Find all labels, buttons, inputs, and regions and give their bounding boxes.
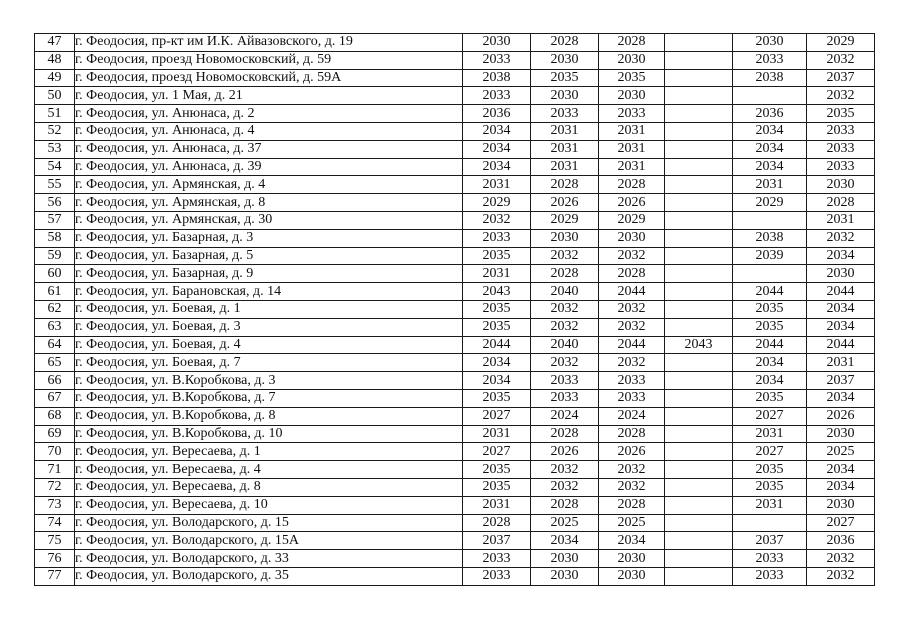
address-cell: г. Феодосия, ул. Армянская, д. 8 — [75, 194, 463, 212]
year-cell-2: 2030 — [531, 51, 599, 69]
year-cell-6: 2032 — [807, 87, 875, 105]
year-cell-3: 2034 — [599, 532, 665, 550]
year-cell-3: 2028 — [599, 265, 665, 283]
address-cell: г. Феодосия, ул. Володарского, д. 33 — [75, 550, 463, 568]
row-number-cell: 55 — [35, 176, 75, 194]
year-cell-4 — [665, 425, 733, 443]
year-cell-5: 2034 — [733, 158, 807, 176]
table-row — [35, 496, 875, 514]
year-cell-5: 2039 — [733, 247, 807, 265]
year-cell-4 — [665, 211, 733, 229]
table-row — [35, 514, 875, 532]
table-row — [35, 478, 875, 496]
year-cell-4 — [665, 247, 733, 265]
year-cell-3: 2032 — [599, 247, 665, 265]
year-cell-3: 2028 — [599, 496, 665, 514]
table-row — [35, 122, 875, 140]
year-cell-2: 2028 — [531, 176, 599, 194]
table-row — [35, 140, 875, 158]
year-cell-2: 2024 — [531, 407, 599, 425]
row-number-cell: 70 — [35, 443, 75, 461]
year-cell-2: 2028 — [531, 265, 599, 283]
year-cell-1: 2038 — [463, 69, 531, 87]
year-cell-2: 2030 — [531, 550, 599, 568]
year-cell-2: 2026 — [531, 443, 599, 461]
year-cell-5: 2031 — [733, 425, 807, 443]
year-cell-2: 2026 — [531, 194, 599, 212]
year-cell-4 — [665, 158, 733, 176]
year-cell-5: 2027 — [733, 443, 807, 461]
year-cell-6: 2034 — [807, 389, 875, 407]
year-cell-1: 2035 — [463, 478, 531, 496]
year-cell-5: 2031 — [733, 176, 807, 194]
year-cell-1: 2029 — [463, 194, 531, 212]
year-cell-4 — [665, 69, 733, 87]
address-cell: г. Феодосия, ул. В.Коробкова, д. 7 — [75, 389, 463, 407]
year-cell-5: 2035 — [733, 389, 807, 407]
year-cell-1: 2027 — [463, 443, 531, 461]
table-row — [35, 265, 875, 283]
year-cell-6: 2036 — [807, 532, 875, 550]
address-cell: г. Феодосия, ул. Володарского, д. 15 — [75, 514, 463, 532]
year-cell-3: 2030 — [599, 229, 665, 247]
year-cell-6: 2033 — [807, 140, 875, 158]
table-row — [35, 389, 875, 407]
row-number-cell: 67 — [35, 389, 75, 407]
year-cell-3: 2028 — [599, 34, 665, 52]
row-number-cell: 68 — [35, 407, 75, 425]
year-cell-1: 2030 — [463, 34, 531, 52]
year-cell-2: 2040 — [531, 336, 599, 354]
year-cell-4 — [665, 318, 733, 336]
year-cell-1: 2032 — [463, 211, 531, 229]
year-cell-5: 2035 — [733, 461, 807, 479]
table-row — [35, 87, 875, 105]
year-cell-6: 2030 — [807, 176, 875, 194]
row-number-cell: 61 — [35, 283, 75, 301]
row-number-cell: 58 — [35, 229, 75, 247]
address-cell: г. Феодосия, ул. Армянская, д. 4 — [75, 176, 463, 194]
year-cell-5: 2035 — [733, 300, 807, 318]
row-number-cell: 72 — [35, 478, 75, 496]
year-cell-5 — [733, 211, 807, 229]
year-cell-6: 2032 — [807, 51, 875, 69]
year-cell-1: 2037 — [463, 532, 531, 550]
year-cell-6: 2034 — [807, 461, 875, 479]
year-cell-1: 2027 — [463, 407, 531, 425]
year-cell-6: 2037 — [807, 69, 875, 87]
row-number-cell: 74 — [35, 514, 75, 532]
year-cell-1: 2031 — [463, 176, 531, 194]
year-cell-5: 2031 — [733, 496, 807, 514]
row-number-cell: 54 — [35, 158, 75, 176]
address-cell: г. Феодосия, ул. Вересаева, д. 8 — [75, 478, 463, 496]
table-row — [35, 407, 875, 425]
year-cell-5: 2034 — [733, 122, 807, 140]
year-cell-2: 2032 — [531, 461, 599, 479]
table-row — [35, 158, 875, 176]
address-cell: г. Феодосия, ул. Вересаева, д. 10 — [75, 496, 463, 514]
year-cell-5: 2033 — [733, 550, 807, 568]
address-cell: г. Феодосия, ул. В.Коробкова, д. 3 — [75, 372, 463, 390]
year-cell-6: 2028 — [807, 194, 875, 212]
year-cell-6: 2031 — [807, 211, 875, 229]
year-cell-3: 2030 — [599, 87, 665, 105]
table-row — [35, 318, 875, 336]
row-number-cell: 73 — [35, 496, 75, 514]
year-cell-3: 2031 — [599, 140, 665, 158]
table-row — [35, 194, 875, 212]
year-cell-6: 2034 — [807, 318, 875, 336]
year-cell-2: 2028 — [531, 34, 599, 52]
year-cell-1: 2033 — [463, 51, 531, 69]
year-cell-3: 2032 — [599, 318, 665, 336]
year-cell-1: 2028 — [463, 514, 531, 532]
address-cell: г. Феодосия, пр-кт им И.К. Айвазовского, д. 19 — [75, 34, 463, 52]
year-cell-3: 2028 — [599, 176, 665, 194]
year-cell-4 — [665, 140, 733, 158]
year-cell-4 — [665, 283, 733, 301]
year-cell-5: 2027 — [733, 407, 807, 425]
year-cell-2: 2035 — [531, 69, 599, 87]
year-cell-1: 2031 — [463, 265, 531, 283]
year-cell-2: 2028 — [531, 425, 599, 443]
year-cell-4 — [665, 122, 733, 140]
year-cell-1: 2031 — [463, 496, 531, 514]
table-row — [35, 372, 875, 390]
year-cell-1: 2035 — [463, 247, 531, 265]
year-cell-1: 2034 — [463, 140, 531, 158]
year-cell-3: 2044 — [599, 283, 665, 301]
year-cell-6: 2034 — [807, 478, 875, 496]
row-number-cell: 66 — [35, 372, 75, 390]
building-schedule-table — [34, 33, 875, 586]
year-cell-3: 2026 — [599, 194, 665, 212]
year-cell-1: 2033 — [463, 87, 531, 105]
address-cell: г. Феодосия, проезд Новомосковский, д. 59А — [75, 69, 463, 87]
year-cell-3: 2029 — [599, 211, 665, 229]
row-number-cell: 49 — [35, 69, 75, 87]
year-cell-5: 2038 — [733, 69, 807, 87]
row-number-cell: 47 — [35, 34, 75, 52]
year-cell-6: 2025 — [807, 443, 875, 461]
year-cell-2: 2031 — [531, 122, 599, 140]
year-cell-6: 2044 — [807, 336, 875, 354]
year-cell-1: 2035 — [463, 318, 531, 336]
row-number-cell: 76 — [35, 550, 75, 568]
year-cell-1: 2033 — [463, 567, 531, 585]
year-cell-2: 2032 — [531, 300, 599, 318]
table-row — [35, 532, 875, 550]
year-cell-2: 2030 — [531, 87, 599, 105]
year-cell-3: 2033 — [599, 389, 665, 407]
year-cell-4 — [665, 372, 733, 390]
year-cell-4: 2043 — [665, 336, 733, 354]
row-number-cell: 71 — [35, 461, 75, 479]
year-cell-4 — [665, 300, 733, 318]
row-number-cell: 50 — [35, 87, 75, 105]
year-cell-5: 2033 — [733, 51, 807, 69]
row-number-cell: 52 — [35, 122, 75, 140]
year-cell-2: 2030 — [531, 229, 599, 247]
table-row — [35, 443, 875, 461]
address-cell: г. Феодосия, ул. Володарского, д. 15А — [75, 532, 463, 550]
year-cell-5: 2034 — [733, 354, 807, 372]
year-cell-3: 2030 — [599, 567, 665, 585]
year-cell-1: 2033 — [463, 550, 531, 568]
year-cell-5: 2044 — [733, 283, 807, 301]
row-number-cell: 77 — [35, 567, 75, 585]
year-cell-1: 2033 — [463, 229, 531, 247]
year-cell-5 — [733, 87, 807, 105]
year-cell-4 — [665, 51, 733, 69]
table-row — [35, 425, 875, 443]
address-cell: г. Феодосия, ул. Боевая, д. 3 — [75, 318, 463, 336]
year-cell-1: 2036 — [463, 105, 531, 123]
row-number-cell: 60 — [35, 265, 75, 283]
year-cell-6: 2033 — [807, 122, 875, 140]
year-cell-5: 2030 — [733, 34, 807, 52]
year-cell-6: 2031 — [807, 354, 875, 372]
address-cell: г. Феодосия, проезд Новомосковский, д. 59 — [75, 51, 463, 69]
year-cell-3: 2044 — [599, 336, 665, 354]
year-cell-2: 2031 — [531, 158, 599, 176]
year-cell-1: 2043 — [463, 283, 531, 301]
year-cell-2: 2025 — [531, 514, 599, 532]
year-cell-2: 2028 — [531, 496, 599, 514]
year-cell-1: 2034 — [463, 158, 531, 176]
year-cell-4 — [665, 407, 733, 425]
year-cell-4 — [665, 514, 733, 532]
year-cell-6: 2032 — [807, 567, 875, 585]
year-cell-4 — [665, 229, 733, 247]
row-number-cell: 75 — [35, 532, 75, 550]
year-cell-1: 2035 — [463, 300, 531, 318]
year-cell-4 — [665, 87, 733, 105]
year-cell-1: 2035 — [463, 461, 531, 479]
year-cell-4 — [665, 194, 733, 212]
table-row — [35, 211, 875, 229]
year-cell-6: 2027 — [807, 514, 875, 532]
year-cell-3: 2024 — [599, 407, 665, 425]
year-cell-5: 2035 — [733, 478, 807, 496]
year-cell-6: 2032 — [807, 229, 875, 247]
year-cell-5: 2037 — [733, 532, 807, 550]
year-cell-4 — [665, 461, 733, 479]
table-row — [35, 69, 875, 87]
row-number-cell: 48 — [35, 51, 75, 69]
year-cell-5: 2036 — [733, 105, 807, 123]
year-cell-6: 2030 — [807, 496, 875, 514]
year-cell-6: 2029 — [807, 34, 875, 52]
year-cell-4 — [665, 176, 733, 194]
row-number-cell: 53 — [35, 140, 75, 158]
address-cell: г. Феодосия, ул. В.Коробкова, д. 8 — [75, 407, 463, 425]
year-cell-2: 2034 — [531, 532, 599, 550]
row-number-cell: 65 — [35, 354, 75, 372]
table-row — [35, 229, 875, 247]
year-cell-4 — [665, 105, 733, 123]
year-cell-5 — [733, 514, 807, 532]
year-cell-2: 2033 — [531, 372, 599, 390]
year-cell-3: 2031 — [599, 122, 665, 140]
row-number-cell: 62 — [35, 300, 75, 318]
table-row — [35, 283, 875, 301]
year-cell-4 — [665, 550, 733, 568]
year-cell-6: 2037 — [807, 372, 875, 390]
year-cell-3: 2033 — [599, 105, 665, 123]
year-cell-5: 2034 — [733, 372, 807, 390]
row-number-cell: 64 — [35, 336, 75, 354]
year-cell-3: 2035 — [599, 69, 665, 87]
year-cell-6: 2034 — [807, 247, 875, 265]
year-cell-3: 2032 — [599, 461, 665, 479]
address-cell: г. Феодосия, ул. Вересаева, д. 1 — [75, 443, 463, 461]
year-cell-4 — [665, 354, 733, 372]
year-cell-4 — [665, 34, 733, 52]
year-cell-2: 2030 — [531, 567, 599, 585]
table-row — [35, 567, 875, 585]
year-cell-5: 2033 — [733, 567, 807, 585]
year-cell-2: 2029 — [531, 211, 599, 229]
table-body — [35, 34, 875, 586]
year-cell-4 — [665, 478, 733, 496]
year-cell-2: 2031 — [531, 140, 599, 158]
year-cell-2: 2032 — [531, 318, 599, 336]
row-number-cell: 59 — [35, 247, 75, 265]
address-cell: г. Феодосия, ул. Базарная, д. 5 — [75, 247, 463, 265]
year-cell-4 — [665, 265, 733, 283]
address-cell: г. Феодосия, ул. Анюнаса, д. 2 — [75, 105, 463, 123]
year-cell-3: 2031 — [599, 158, 665, 176]
row-number-cell: 69 — [35, 425, 75, 443]
year-cell-6: 2044 — [807, 283, 875, 301]
year-cell-3: 2030 — [599, 550, 665, 568]
address-cell: г. Феодосия, ул. Вересаева, д. 4 — [75, 461, 463, 479]
year-cell-1: 2031 — [463, 425, 531, 443]
table-row — [35, 461, 875, 479]
table-row — [35, 300, 875, 318]
year-cell-5: 2035 — [733, 318, 807, 336]
address-cell: г. Феодосия, ул. Анюнаса, д. 4 — [75, 122, 463, 140]
address-cell: г. Феодосия, ул. 1 Мая, д. 21 — [75, 87, 463, 105]
row-number-cell: 56 — [35, 194, 75, 212]
year-cell-5 — [733, 265, 807, 283]
year-cell-4 — [665, 567, 733, 585]
year-cell-3: 2026 — [599, 443, 665, 461]
year-cell-1: 2044 — [463, 336, 531, 354]
year-cell-5: 2044 — [733, 336, 807, 354]
address-cell: г. Феодосия, ул. Володарского, д. 35 — [75, 567, 463, 585]
year-cell-3: 2030 — [599, 51, 665, 69]
table-row — [35, 34, 875, 52]
year-cell-6: 2032 — [807, 550, 875, 568]
year-cell-2: 2040 — [531, 283, 599, 301]
year-cell-6: 2030 — [807, 265, 875, 283]
address-cell: г. Феодосия, ул. Боевая, д. 4 — [75, 336, 463, 354]
address-cell: г. Феодосия, ул. Анюнаса, д. 37 — [75, 140, 463, 158]
year-cell-3: 2032 — [599, 478, 665, 496]
address-cell: г. Феодосия, ул. Базарная, д. 9 — [75, 265, 463, 283]
year-cell-2: 2032 — [531, 478, 599, 496]
address-cell: г. Феодосия, ул. Анюнаса, д. 39 — [75, 158, 463, 176]
address-cell: г. Феодосия, ул. Барановская, д. 14 — [75, 283, 463, 301]
year-cell-1: 2034 — [463, 354, 531, 372]
year-cell-6: 2030 — [807, 425, 875, 443]
year-cell-5: 2038 — [733, 229, 807, 247]
year-cell-2: 2032 — [531, 354, 599, 372]
address-cell: г. Феодосия, ул. В.Коробкова, д. 10 — [75, 425, 463, 443]
year-cell-2: 2032 — [531, 247, 599, 265]
year-cell-6: 2033 — [807, 158, 875, 176]
year-cell-2: 2033 — [531, 105, 599, 123]
row-number-cell: 63 — [35, 318, 75, 336]
year-cell-3: 2032 — [599, 354, 665, 372]
year-cell-3: 2025 — [599, 514, 665, 532]
year-cell-3: 2033 — [599, 372, 665, 390]
address-cell: г. Феодосия, ул. Армянская, д. 30 — [75, 211, 463, 229]
table-row — [35, 336, 875, 354]
year-cell-2: 2033 — [531, 389, 599, 407]
year-cell-5: 2034 — [733, 140, 807, 158]
row-number-cell: 51 — [35, 105, 75, 123]
year-cell-5: 2029 — [733, 194, 807, 212]
address-cell: г. Феодосия, ул. Боевая, д. 1 — [75, 300, 463, 318]
table-row — [35, 105, 875, 123]
year-cell-1: 2035 — [463, 389, 531, 407]
year-cell-3: 2032 — [599, 300, 665, 318]
year-cell-3: 2028 — [599, 425, 665, 443]
table-row — [35, 176, 875, 194]
year-cell-4 — [665, 532, 733, 550]
table-row — [35, 247, 875, 265]
year-cell-1: 2034 — [463, 372, 531, 390]
year-cell-4 — [665, 496, 733, 514]
table-row — [35, 354, 875, 372]
address-cell: г. Феодосия, ул. Боевая, д. 7 — [75, 354, 463, 372]
address-cell: г. Феодосия, ул. Базарная, д. 3 — [75, 229, 463, 247]
year-cell-6: 2026 — [807, 407, 875, 425]
year-cell-4 — [665, 389, 733, 407]
year-cell-1: 2034 — [463, 122, 531, 140]
year-cell-6: 2034 — [807, 300, 875, 318]
table-row — [35, 550, 875, 568]
year-cell-6: 2035 — [807, 105, 875, 123]
table-row — [35, 51, 875, 69]
year-cell-4 — [665, 443, 733, 461]
row-number-cell: 57 — [35, 211, 75, 229]
